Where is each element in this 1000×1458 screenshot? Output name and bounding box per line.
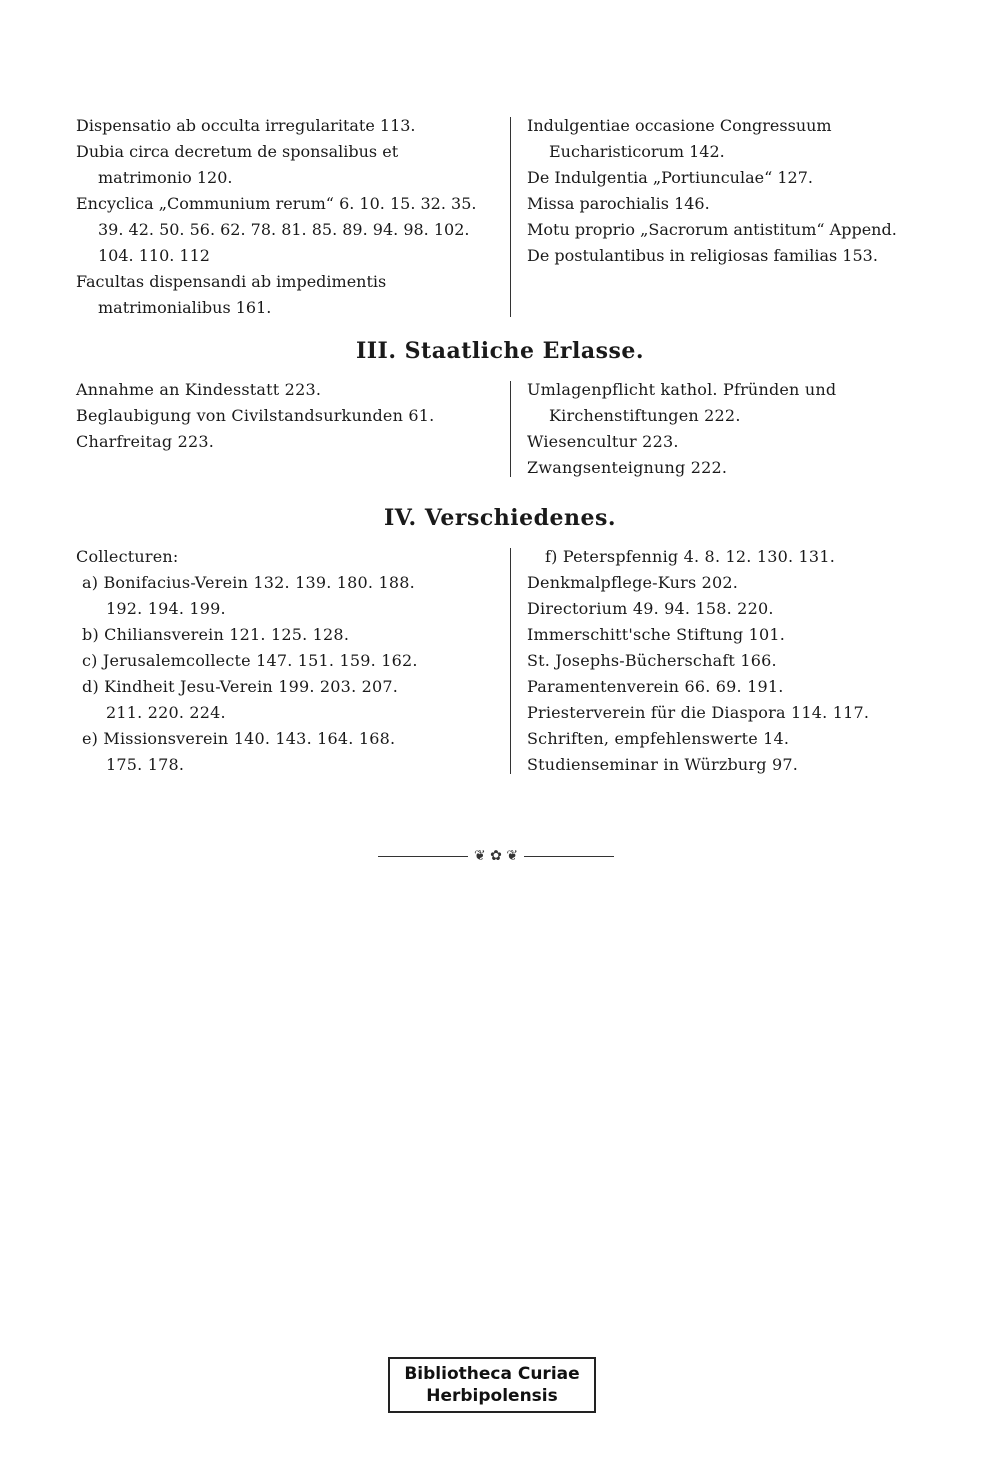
index-entry: St. Josephs-Bücherschaft 166. <box>527 651 777 670</box>
ornament-line-left <box>378 856 468 857</box>
collecture-item: d) Kindheit Jesu-Verein 199. 203. 207. <box>82 677 399 696</box>
index-entry: Facultas dispensandi ab impedimentis matrimonialibus 161. <box>76 272 387 317</box>
index-entry: Missa parochialis 146. <box>527 194 710 213</box>
library-stamp <box>388 1357 596 1413</box>
index-entry: Annahme an Kindesstatt 223. <box>76 380 322 399</box>
section-4-heading: IV. Verschiedenes. <box>383 505 617 531</box>
index-entry: Directorium 49. 94. 158. 220. <box>527 599 774 618</box>
index-entry: De Indulgentia „Portiunculae“ 127. <box>527 168 813 187</box>
collecturen-title: Collecturen: <box>76 547 179 566</box>
section-4-left-column <box>76 544 508 778</box>
column-divider <box>510 117 511 317</box>
ornament-divider <box>378 848 614 864</box>
collecture-item: e) Missionsverein 140. 143. 164. 168. <box>82 729 396 748</box>
stamp-line-2: Herbipolensis <box>426 1386 558 1406</box>
collecture-item: b) Chiliansverein 121. 125. 128. <box>82 625 350 644</box>
index-entry: Schriften, empfehlenswerte 14. <box>527 729 790 748</box>
section-3 <box>76 377 945 481</box>
index-entry: Dispensatio ab occulta irregularitate 113. <box>76 116 416 135</box>
section-4 <box>76 544 945 778</box>
ornament-icon: ❦ ✿ ❦ <box>473 848 519 864</box>
section-3-heading: III. Staatliche Erlasse. <box>355 338 645 364</box>
index-entry: Charfreitag 223. <box>76 432 215 451</box>
column-divider <box>510 381 511 477</box>
collecture-item-continued: 175. 178. <box>106 755 185 774</box>
index-entry: Priesterverein für die Diaspora 114. 117. <box>527 703 870 722</box>
latin-index-section <box>76 113 945 321</box>
section-3-right-column <box>513 377 945 481</box>
collecture-item-continued: 211. 220. 224. <box>106 703 226 722</box>
section-3-left-column <box>76 377 508 481</box>
collecture-item: a) Bonifacius-Verein 132. 139. 180. 188. <box>82 573 415 592</box>
index-entry: Denkmalpflege-Kurs 202. <box>527 573 739 592</box>
ornament-line-right <box>524 856 614 857</box>
latin-left-column <box>76 113 508 321</box>
section-4-right-column <box>513 544 945 778</box>
index-entry: Studienseminar in Würzburg 97. <box>527 755 799 774</box>
index-entry: Motu proprio „Sacrorum antistitum“ Append. <box>527 220 897 239</box>
index-entry: Dubia circa decretum de sponsalibus et matrimonio 120. <box>76 142 399 187</box>
collecture-item-continued: 192. 194. 199. <box>106 599 226 618</box>
index-entry: Paramentenverein 66. 69. 191. <box>527 677 784 696</box>
index-entry: Indulgentiae occasione Congressuum Eucharisticorum 142. <box>527 116 832 161</box>
latin-right-column <box>513 113 945 321</box>
index-entry: De postulantibus in religiosas familias 153. <box>527 246 878 265</box>
index-entry: f) Peterspfennig 4. 8. 12. 130. 131. <box>545 547 835 566</box>
index-entry: Beglaubigung von Civilstandsurkunden 61. <box>76 406 435 425</box>
stamp-line-1: Bibliotheca Curiae <box>404 1364 580 1384</box>
column-divider <box>510 548 511 774</box>
index-entry: Umlagenpflicht kathol. Pfründen und Kirchenstiftungen 222. <box>527 380 837 425</box>
index-entry: Immerschitt'sche Stiftung 101. <box>527 625 786 644</box>
index-entry: Zwangsenteignung 222. <box>527 458 728 477</box>
collecture-item: c) Jerusalemcollecte 147. 151. 159. 162. <box>82 651 418 670</box>
index-entry: Wiesencultur 223. <box>527 432 679 451</box>
index-entry: Encyclica „Communium rerum“ 6. 10. 15. 32. 35. 39. 42. 50. 56. 62. 78. 81. 85. 89. 94. 98. 102. 104. 110. 112 <box>76 194 477 265</box>
